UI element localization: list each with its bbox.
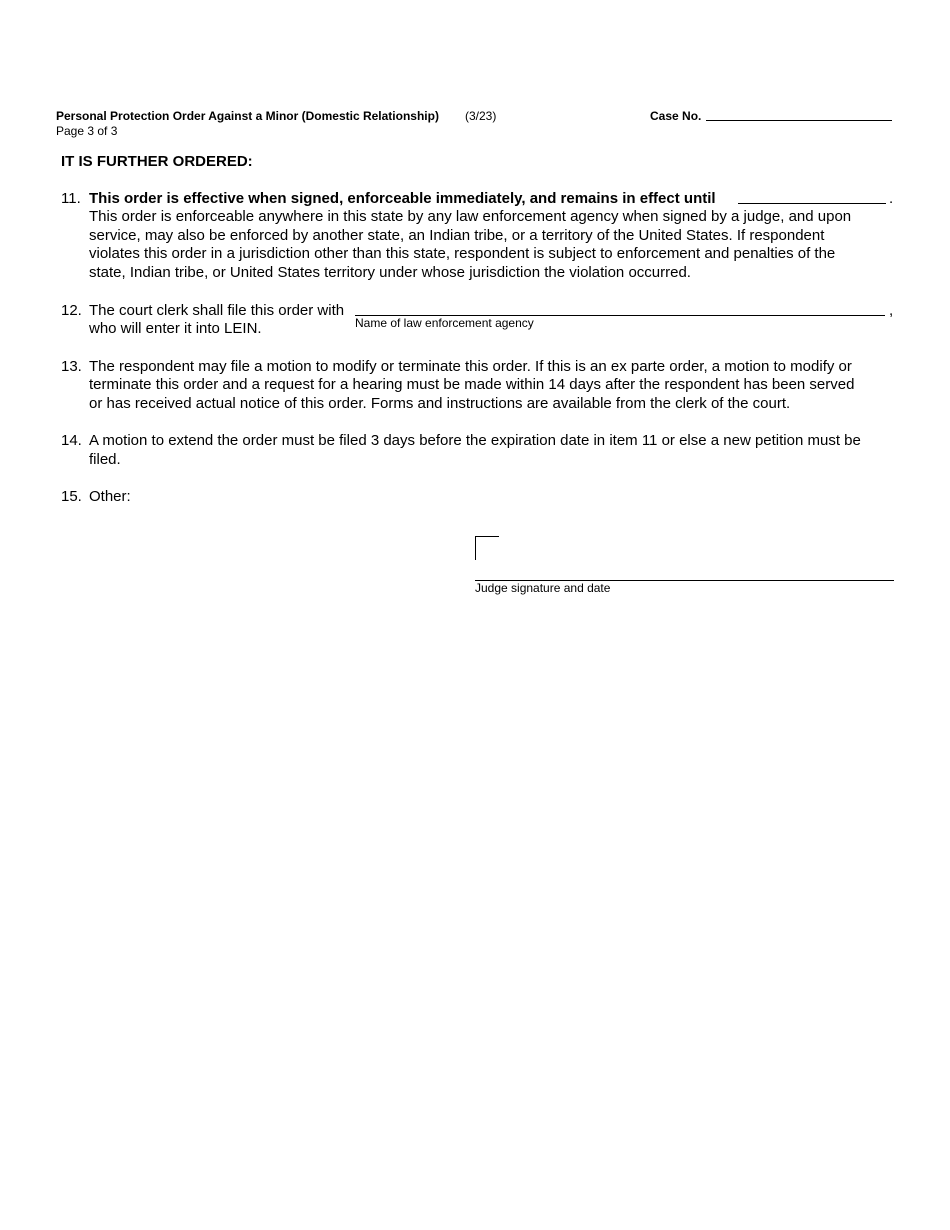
item-11-line: This order is enforceable anywhere in this state by any law enforcement agency when signed by a judge, and upon bbox=[89, 208, 852, 225]
item-11-line: service, may also be enforced by another state, an Indian tribe, or a territory of the United States. If respondent bbox=[89, 227, 825, 244]
item-number: 14. bbox=[61, 432, 82, 449]
item-12-line: who will enter it into LEIN. bbox=[89, 320, 262, 337]
agency-field-caption: Name of law enforcement agency bbox=[355, 316, 534, 330]
item-13-line: or has received actual notice of this order. Forms and instructions are available from the clerk of the court. bbox=[89, 395, 791, 412]
item-15-label: Other: bbox=[89, 488, 131, 505]
item-14-line: A motion to extend the order must be filed 3 days before the expiration date in item 11 or else a new petition must be bbox=[89, 432, 861, 449]
item-11-bold-line: This order is effective when signed, enforceable immediately, and remains in effect until bbox=[89, 190, 716, 207]
item-number: 12. bbox=[61, 302, 82, 319]
item-number: 15. bbox=[61, 488, 82, 505]
item-14-line: filed. bbox=[89, 451, 121, 468]
item-12-comma: , bbox=[889, 302, 894, 319]
form-revision-date: (3/23) bbox=[465, 109, 497, 123]
page-number: Page 3 of 3 bbox=[56, 124, 118, 138]
item-number: 13. bbox=[61, 358, 82, 375]
item-number: 11. bbox=[61, 190, 81, 207]
item-11-line: violates this order in a jurisdiction other than this state, respondent is subject to enforcement and penalties of the bbox=[89, 245, 836, 262]
section-heading: IT IS FURTHER ORDERED: bbox=[61, 153, 253, 170]
form-title: Personal Protection Order Against a Minor (Domestic Relationship) bbox=[56, 109, 439, 123]
signature-box-corner bbox=[475, 536, 499, 560]
item-13-line: terminate this order and a request for a hearing must be made within 14 days after the respondent has been served bbox=[89, 376, 855, 393]
judge-signature-caption: Judge signature and date bbox=[475, 581, 611, 595]
item-11-period: . bbox=[889, 190, 894, 207]
item-11-line: state, Indian tribe, or United States territory under whose jurisdiction the violation occurred. bbox=[89, 264, 691, 281]
item-13-line: The respondent may file a motion to modify or terminate this order. If this is an ex parte order, a motion to modify or bbox=[89, 358, 852, 375]
case-number-field[interactable] bbox=[706, 120, 892, 121]
item-12-line: The court clerk shall file this order with bbox=[89, 302, 345, 319]
case-number-label: Case No. bbox=[650, 109, 702, 123]
expiration-date-field[interactable] bbox=[738, 203, 886, 204]
